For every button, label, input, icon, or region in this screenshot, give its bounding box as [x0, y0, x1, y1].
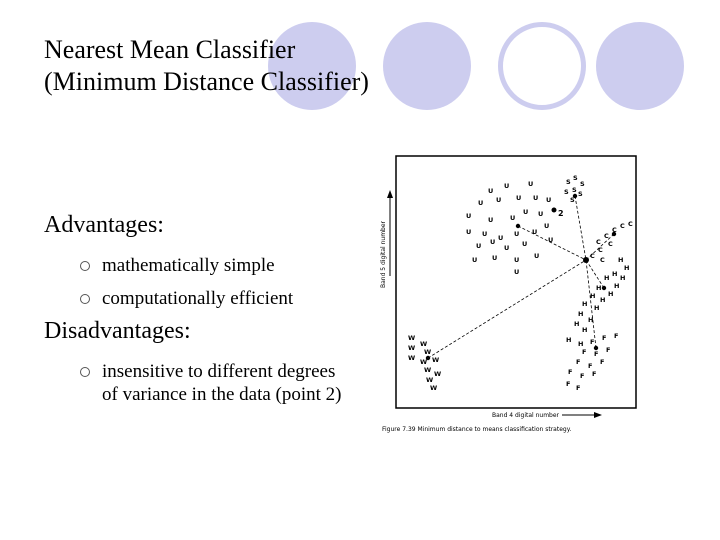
- point-h: H: [614, 282, 620, 290]
- point-c: C: [598, 246, 603, 254]
- point-h: H: [596, 284, 602, 292]
- title-line-2: (Minimum Distance Classifier): [44, 67, 369, 96]
- point-w: W: [420, 340, 428, 348]
- point-u: U: [490, 238, 496, 246]
- point-w: W: [408, 344, 416, 352]
- point-h: H: [582, 300, 588, 308]
- title-line-1: Nearest Mean Classifier: [44, 35, 296, 64]
- point-u: U: [546, 196, 552, 204]
- point-h: H: [582, 326, 588, 334]
- point-h: H: [590, 292, 596, 300]
- point-h: H: [618, 256, 624, 264]
- point-h: H: [574, 320, 580, 328]
- point-u: U: [478, 199, 484, 207]
- x-axis-label: Band 4 digital number: [492, 412, 560, 419]
- point-f: F: [582, 348, 587, 356]
- point-u: U: [532, 228, 538, 236]
- point-f: F: [600, 358, 605, 366]
- point-u: U: [498, 234, 504, 242]
- bullet-icon: [80, 294, 90, 304]
- point-f: F: [614, 332, 619, 340]
- point-f: F: [580, 372, 585, 380]
- point-f: F: [568, 368, 573, 376]
- decor-circle: [498, 22, 586, 110]
- classification-figure: [368, 150, 650, 440]
- point-c: C: [604, 232, 609, 240]
- point-w: W: [420, 358, 428, 366]
- point-u: U: [472, 256, 478, 264]
- y-arrowhead: [387, 190, 393, 198]
- point-h: H: [594, 304, 600, 312]
- point-u: U: [514, 256, 520, 264]
- point-h: H: [578, 340, 584, 348]
- point-f: F: [576, 358, 581, 366]
- point-w: W: [424, 366, 432, 374]
- figure-caption: Figure 7.39 Minimum distance to means classification strategy.: [382, 426, 572, 433]
- point-u: U: [548, 236, 554, 244]
- point-u: U: [466, 228, 472, 236]
- point-f: F: [576, 384, 581, 392]
- point-2-label: 2: [558, 209, 564, 218]
- point-s: S: [564, 188, 569, 196]
- point-f: F: [602, 334, 607, 342]
- point-c: C: [608, 240, 613, 248]
- point-u: U: [482, 230, 488, 238]
- point-f: F: [592, 370, 597, 378]
- point-u: U: [533, 194, 539, 202]
- point-u: U: [492, 254, 498, 262]
- point-u: U: [510, 214, 516, 222]
- decor-circle: [383, 22, 471, 110]
- class-points: [408, 174, 633, 392]
- point-c: C: [612, 226, 617, 234]
- point-w: W: [432, 356, 440, 364]
- list-item: [80, 360, 342, 406]
- point-u: U: [522, 240, 528, 248]
- point-f: F: [590, 338, 595, 346]
- point-s: S: [580, 180, 585, 188]
- point-f: F: [566, 380, 571, 388]
- point-u: U: [534, 252, 540, 260]
- advantages-heading: Advantages:: [44, 212, 164, 238]
- point-f: F: [594, 350, 599, 358]
- advantage-item: mathematically simple: [102, 255, 275, 276]
- point-s: S: [578, 190, 583, 198]
- point-f: F: [606, 346, 611, 354]
- y-axis-label: Band 5 digital number: [380, 220, 387, 288]
- point-u: U: [514, 230, 520, 238]
- x-arrowhead: [594, 412, 602, 418]
- point-w: W: [408, 354, 416, 362]
- point-w: W: [426, 376, 434, 384]
- unknown-point-1: [583, 257, 589, 263]
- scatter-figure: [368, 150, 650, 440]
- point-c: C: [590, 252, 595, 260]
- bullet-icon: [80, 367, 90, 377]
- point-u: U: [476, 242, 482, 250]
- point-u: U: [514, 268, 520, 276]
- point-u: U: [488, 216, 494, 224]
- point-h: H: [620, 274, 626, 282]
- point-c: C: [620, 222, 625, 230]
- point-c: C: [600, 256, 605, 264]
- point-s: S: [570, 196, 575, 204]
- point-u: U: [538, 210, 544, 218]
- point-c: C: [628, 220, 633, 228]
- advantage-item: computationally efficient: [102, 288, 294, 309]
- point-w: W: [434, 370, 442, 378]
- point-f: F: [588, 362, 593, 370]
- point-u: U: [504, 182, 510, 190]
- unknown-point-2: [552, 208, 557, 213]
- bullet-icon: [80, 261, 90, 271]
- point-u: U: [488, 187, 494, 195]
- point-h: H: [608, 290, 614, 298]
- point-h: H: [612, 270, 618, 278]
- disadvantage-item: insensitive to different degrees of variance in the data (point 2): [102, 361, 342, 405]
- point-s: S: [573, 174, 578, 182]
- point-u: U: [516, 194, 522, 202]
- point-u: U: [496, 196, 502, 204]
- point-h: H: [566, 336, 572, 344]
- point-u: U: [523, 208, 529, 216]
- point-w: W: [424, 348, 432, 356]
- decor-circle: [596, 22, 684, 110]
- disadvantages-heading: Disadvantages:: [44, 318, 191, 344]
- point-h: H: [588, 316, 594, 324]
- slide-title: [44, 34, 369, 98]
- point-c: C: [596, 238, 601, 246]
- point-w: W: [408, 334, 416, 342]
- point-u: U: [544, 222, 550, 230]
- point-h: H: [600, 296, 606, 304]
- point-w: W: [430, 384, 438, 392]
- point-h: H: [604, 274, 610, 282]
- point-s: S: [572, 186, 577, 194]
- point-u: U: [504, 244, 510, 252]
- point-h: H: [578, 310, 584, 318]
- point-h: H: [624, 264, 630, 272]
- point-s: S: [566, 178, 571, 186]
- list-item: [80, 254, 342, 277]
- list-item: [80, 287, 342, 310]
- point-u: U: [466, 212, 472, 220]
- point-u: U: [528, 180, 534, 188]
